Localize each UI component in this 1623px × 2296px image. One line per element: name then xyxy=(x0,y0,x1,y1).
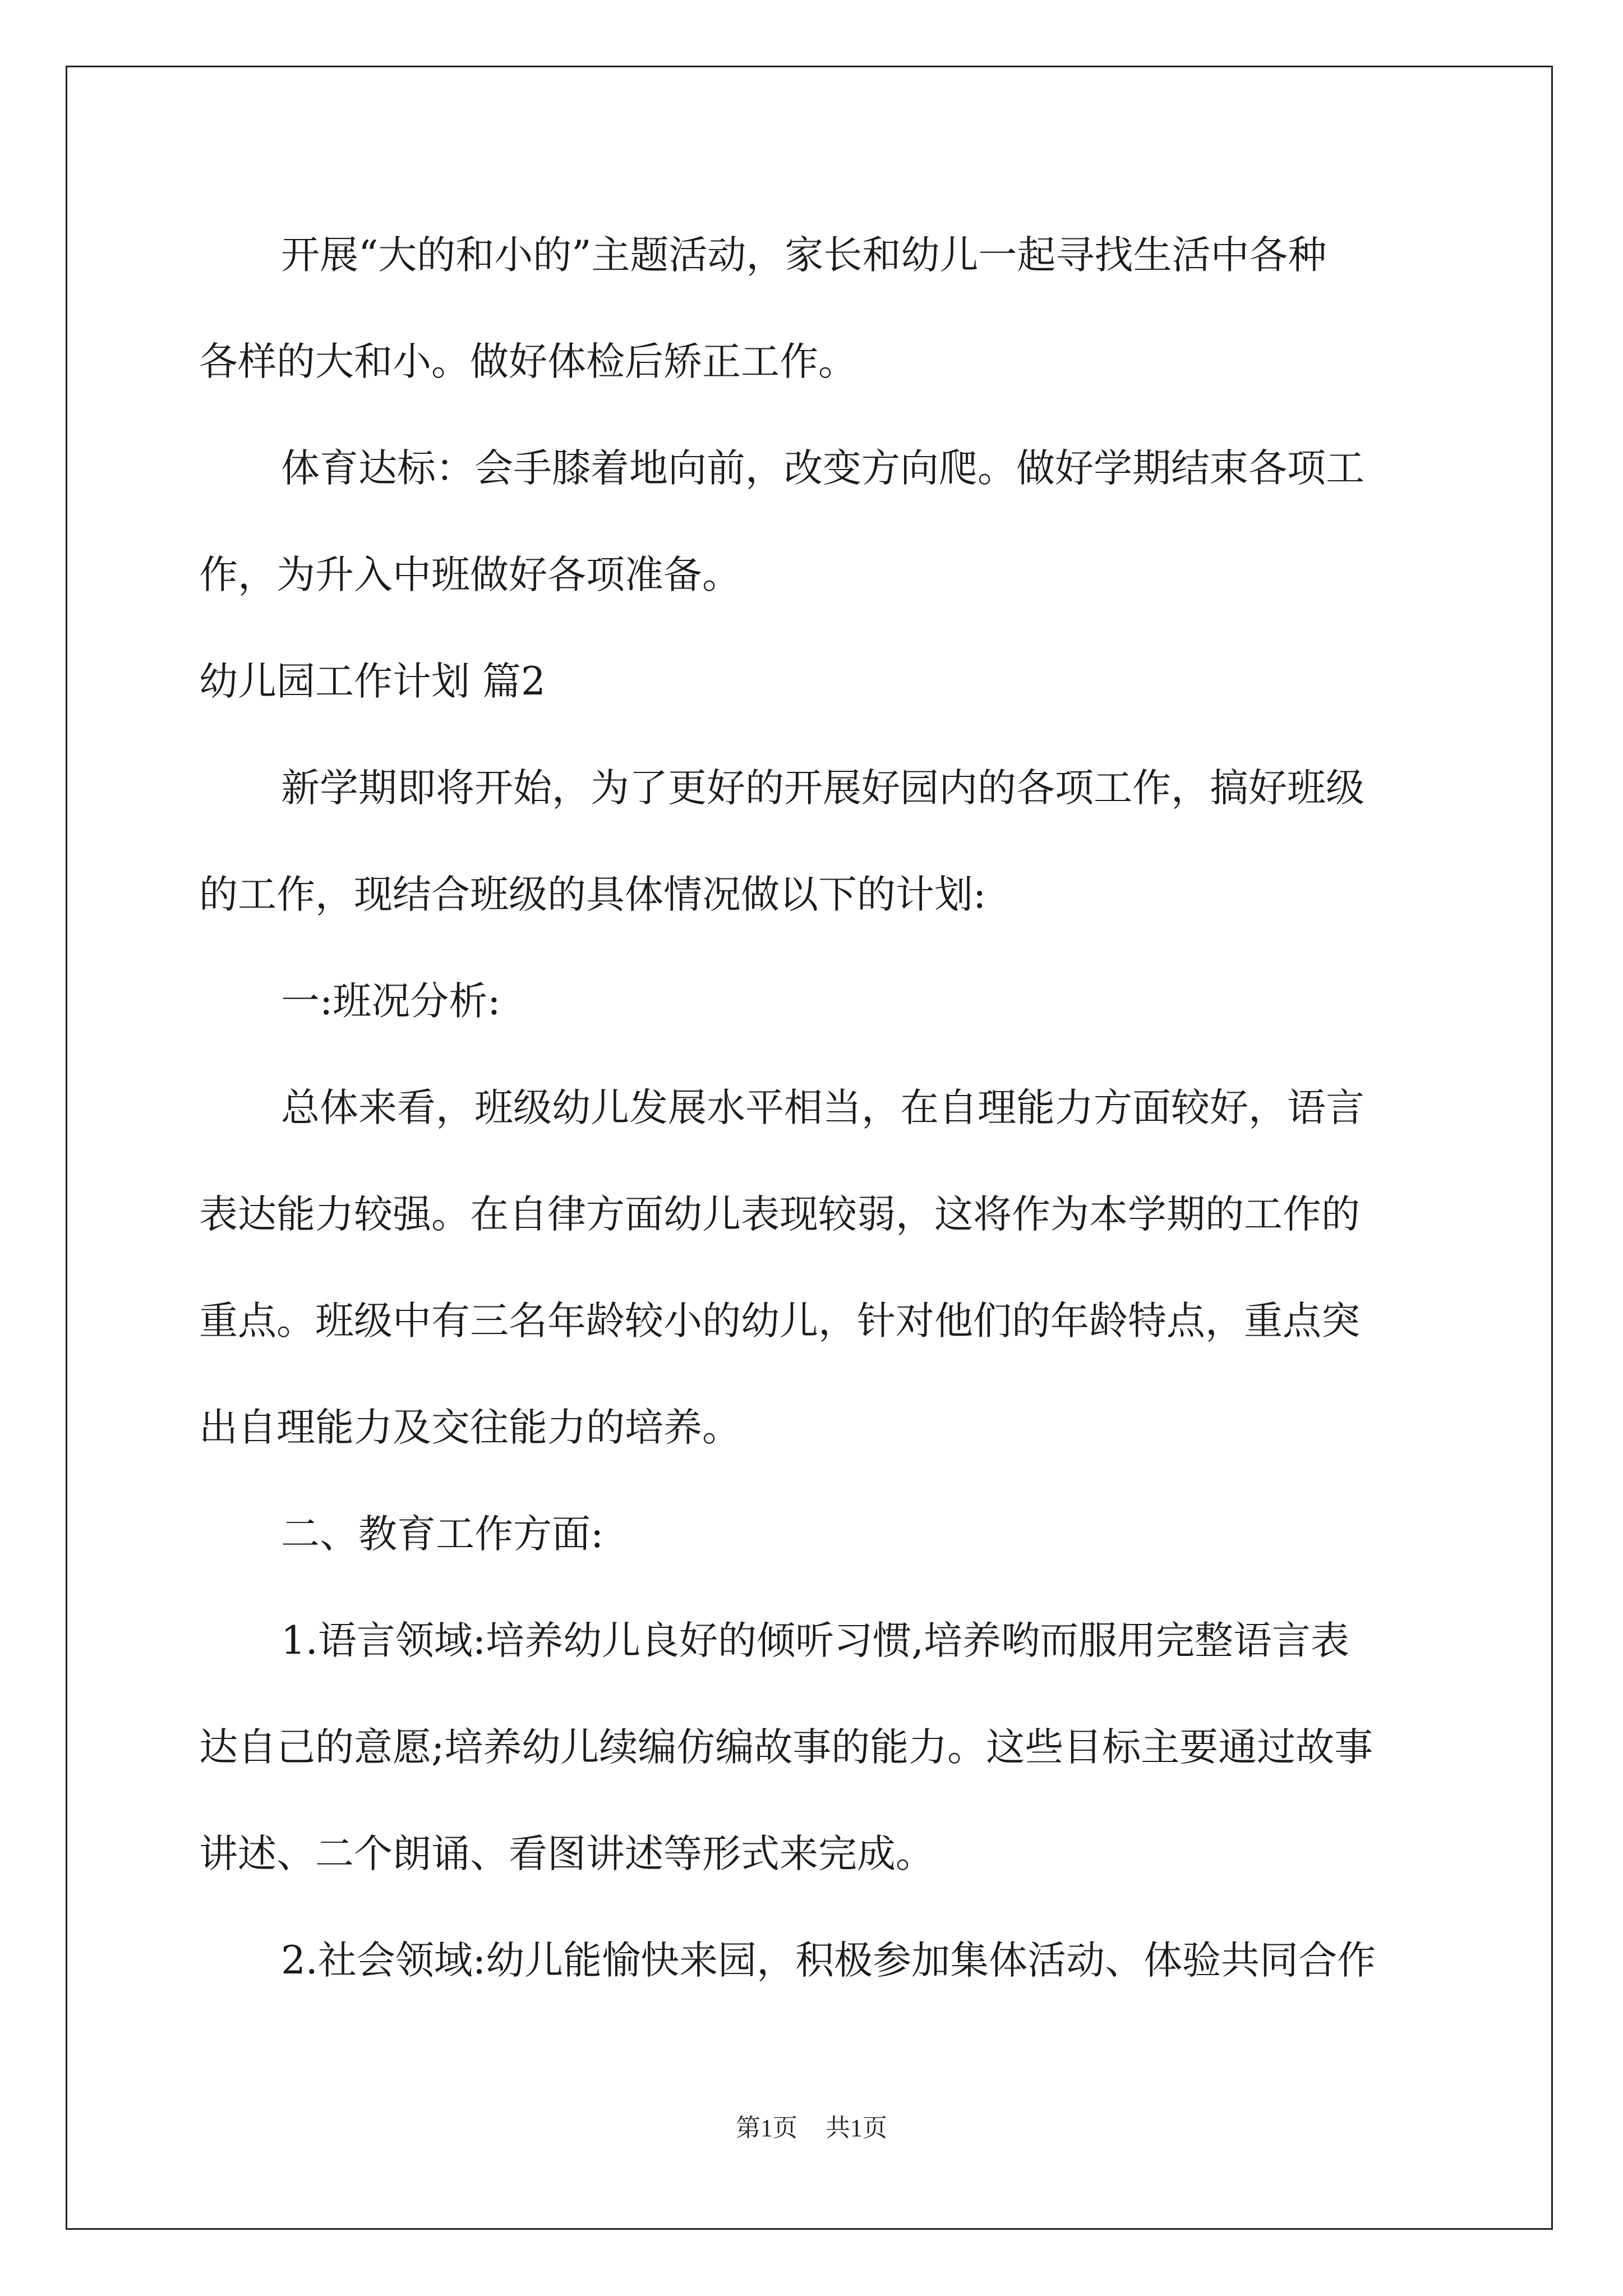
document-body xyxy=(199,202,1427,2014)
page-footer xyxy=(0,2108,1623,2143)
paragraph-line: 2.社会领域:幼儿能愉快来园，积极参加集体活动、体验共同合作 xyxy=(281,1938,1376,1983)
paragraph-line: 讲述、二个朗诵、看图讲述等形式来完成。 xyxy=(199,1832,934,1876)
paragraph-line: 开展“大的和小的”主题活动，家长和幼儿一起寻找生活中各种 xyxy=(281,233,1327,278)
paragraph-line: 各样的大和小。做好体检后矫正工作。 xyxy=(199,339,857,384)
paragraph-line: 表达能力较强。在自律方面幼儿表现较弱，这将作为本学期的工作的 xyxy=(199,1192,1360,1237)
subheading: 二、教育工作方面: xyxy=(281,1512,604,1557)
paragraph-line: 作，为升入中班做好各项准备。 xyxy=(199,553,741,597)
paragraph-line: 达自己的意愿;培养幼儿续编仿编故事的能力。这些目标主要通过故事 xyxy=(199,1725,1373,1770)
paragraph-line: 重点。班级中有三名年龄较小的幼儿，针对他们的年龄特点，重点突 xyxy=(199,1299,1360,1343)
subheading: 一:班况分析: xyxy=(281,979,501,1024)
paragraph-line: 出自理能力及交往能力的培养。 xyxy=(199,1405,741,1450)
page-total: 共1页 xyxy=(826,2114,887,2142)
paragraph-line: 的工作，现结合班级的具体情况做以下的计划: xyxy=(199,872,986,917)
paragraph-line: 新学期即将开始，为了更好的开展好园内的各项工作，搞好班级 xyxy=(281,766,1364,811)
page-number: 第1页 xyxy=(736,2114,797,2142)
paragraph-line: 1.语言领域:培养幼儿良好的倾听习惯,培养哟而服用完整语言表 xyxy=(281,1618,1350,1663)
paragraph-line: 体育达标：会手膝着地向前，改变方向爬。做好学期结束各项工 xyxy=(281,446,1364,491)
section-heading: 幼儿园工作计划 篇2 xyxy=(199,659,546,704)
paragraph-line: 总体来看，班级幼儿发展水平相当，在自理能力方面较好，语言 xyxy=(281,1085,1364,1130)
